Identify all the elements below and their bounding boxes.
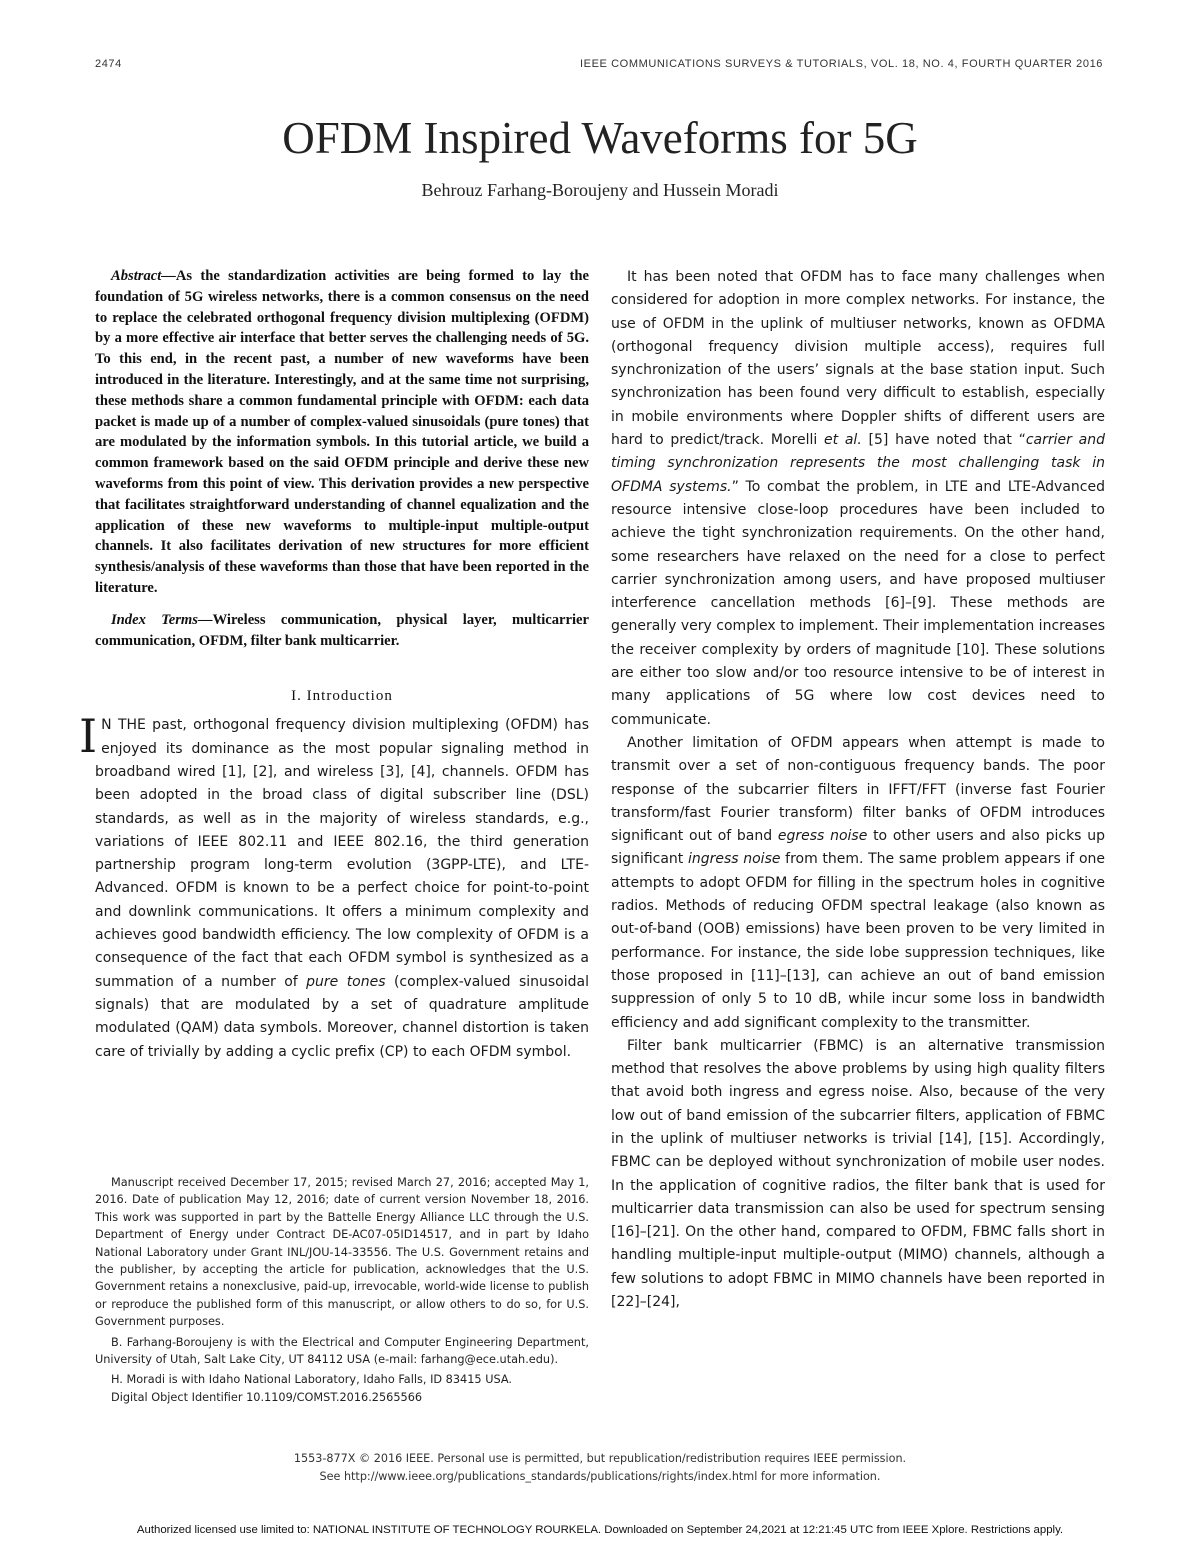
copyright-notice [0,1450,1200,1486]
abstract-label: Abstract— [111,268,176,284]
left-column [79,266,589,1064]
p1-text-a: It has been noted that OFDM has to face many challenges when considered for adoption in more complex networks. For instance, the use of OFDM in the uplink of multiuser networks, known as OFDMA (orthogonal frequency division multiple access), requires full synchronization of the users’ signals at the base station input. Such synchronization has been found very difficult to establish, especially in mobile environments where Doppler shifts of different users are hard to predict/track. Morelli [611,269,1105,449]
p1-emphasis-1: et al. [824,432,862,449]
index-terms-label: Index Terms— [111,611,213,628]
copyright-line-1: 1553-877X © 2016 IEEE. Personal use is permitted, but republication/redistribution requires IEEE permission. [293,1452,907,1465]
p1-text-c: ” To combat the problem, in LTE and LTE-Advanced resource intensive close-loop procedures have been included to achieve the tight synchronization requirements. On the other hand, some researchers have relaxed on the need for a close to perfect carrier synchronization among users, and have proposed multiuser interference cancellation methods [6]–[9]. These methods are generally very complex to implement. Their implementation increases the receiver complexity by orders of magnitude [10]. These solutions are either too slow and/or too resource intensive to be of interest in many applications of 5G where low cost devices need to communicate. [611,478,1105,728]
footnote-manuscript: Manuscript received December 17, 2015; revised March 27, 2016; accepted May 1, 2016. Date of publication May 12, 2016; date of current version November 18, 2016. This work was supported in part by the Battelle Energy Alliance LLC through the U.S. Department of Energy under Contract DE-AC07-05ID14517, and in part by Idaho National Laboratory under Grant INL/JOU-14-33556. The U.S. Government retains and the publisher, by accepting the article for publication, acknowledges that the U.S. Government retains a nonexclusive, paid-up, irrevocable, world-wide license to publish or reproduce the published form of this manuscript, or allow others to do so, for U.S. Government purposes. [95,1176,589,1329]
abstract-text: As the standardization activities are being formed to lay the foundation of 5G wireless networks, there is a common consensus on the need to replace the celebrated orthogonal frequency division multiplexing (OFDM) by a more effective air interface that better serves the challenging needs of 5G. To this end, in the recent past, a number of new waveforms have been introduced in the literature. Interestingly, and at the same time not surprising, these methods share a common fundamental principle with OFDM: each data packet is made up of a number of complex-valued sinusoidals (pure tones) that are modulated by the information symbols. In this tutorial article, we build a common framework based on the said OFDM principle and derive these new waveforms from this point of view. This derivation provides a new perspective that facilitates straightforward understanding of channel equalization and the application of these new waveforms to multiple-input multiple-output channels. It also facilitates derivation of new structures for more efficient synthesis/analysis of these waveforms than those that have been reported in the literature. [95,268,589,596]
intro-text-b: (complex-valued sinusoidal signals) that are modulated by a set of quadrature amplitude modulated (QAM) data symbols. Moreover, channel distortion is taken care of trivially by adding a cyclic prefix (CP) to each OFDM symbol. [95,973,589,1060]
footnote-author-2: H. Moradi is with Idaho National Laboratory, Idaho Falls, ID 83415 USA. [111,1373,512,1387]
p1-emphasis-2: carrier and timing synchronization represents the most challenging task in OFDMA systems. [611,432,1105,495]
abstract [95,266,589,599]
paragraph-1 [611,266,1105,732]
section-title: I. Introduction [291,688,393,705]
right-column [611,266,1105,1314]
page-number: 2474 [95,58,122,70]
intro-emphasis: pure tones [306,973,386,990]
paragraph-3: Filter bank multicarrier (FBMC) is an alternative transmission method that resolves the above problems by using high quality filters that avoid both ingress and egress noise. Also, because of the very low out of band emission of the subcarrier filters, application of FBMC in the uplink of multiuser networks is trivial [14], [15]. Accordingly, FBMC can be deployed without synchronization of mobile user nodes. In the application of cognitive radios, the filter bank that is used for multicarrier data transmission can also be used for spectrum sensing [16]–[21]. On the other hand, compared to OFDM, FBMC falls short in handling multiple-input multiple-output (MIMO) channels, although a few solutions to adopt FBMC in MIMO channels have been reported in [22]–[24], [611,1037,1105,1311]
index-terms [95,610,589,652]
p2-emphasis-1: egress noise [777,828,868,845]
intro-paragraph [79,709,589,1063]
footnote-author-1: B. Farhang-Boroujeny is with the Electrical and Computer Engineering Department, University of Utah, Salt Lake City, UT 84112 USA (e-mail: farhang@ece.utah.edu). [95,1335,589,1367]
p2-text-a: Another limitation of OFDM appears when attempt is made to transmit over a set of non-contiguous frequency bands. The poor response of the subcarrier filters in IFFT/FFT (inverse fast Fourier transform/fast Fourier transform) filter banks of OFDM introduces significant out of band [611,734,1105,845]
p2-text-c: from them. The same problem appears if one attempts to adopt OFDM for filling in the spectrum holes in cognitive radios. Methods of reducing OFDM spectral leakage (also known as out-of-band (OOB) emissions) have been proven to be very limited in performance. For instance, the side lobe suppression techniques, like those proposed in [11]–[13], can achieve an out of band emission suppression of only 5 to 10 dB, while incur some loss in bandwidth efficiency and add significant complexity to the transmitter. [611,851,1105,1031]
footnote-doi: Digital Object Identifier 10.1109/COMST.2016.2565566 [111,1390,423,1404]
paragraph-2 [611,732,1105,1035]
paper-authors: Behrouz Farhang-Boroujeny and Hussein Moradi [421,180,779,200]
p1-text-b: [5] have noted that “ [861,432,1026,449]
journal-header: IEEE COMMUNICATIONS SURVEYS & TUTORIALS, VOL. 18, NO. 4, FOURTH QUARTER 2016 [580,58,1103,70]
footnotes [95,1174,589,1409]
p2-emphasis-2: ingress noise [687,851,781,868]
license-notice: Authorized licensed use limited to: NATIONAL INSTITUTE OF TECHNOLOGY ROURKELA. Downloaded on September 24,2021 at 12:21:45 UTC from IEEE Xplore. Restrictions apply. [136,1524,1064,1536]
drop-cap: I [79,709,98,764]
intro-text-a: N THE past, orthogonal frequency division multiplexing (OFDM) has enjoyed its dominance as the most popular signaling method in broadband wired [1], [2], and wireless [3], [4], channels. OFDM has been adopted in the broad class of digital subscriber line (DSL) standards, as well as in the majority of wireless standards, e.g., variations of IEEE 802.11 and IEEE 802.16, the third generation partnership program long-term evolution (3GPP-LTE), and LTE-Advanced. OFDM is known to be a perfect choice for point-to-point and downlink communications. It offers a minimum complexity and achieves good bandwidth efficiency. The low complexity of OFDM is a consequence of the fact that each OFDM symbol is synthesized as a summation of a number of [95,717,589,990]
p2-text-b: to other users and also picks up significant [611,828,1105,868]
copyright-line-2: See http://www.ieee.org/publications_standards/publications/rights/index.html for more information. [319,1470,881,1483]
paper-title: OFDM Inspired Waveforms for 5G [282,113,918,163]
index-terms-text: Wireless communication, physical layer, multicarrier communication, OFDM, filter bank multicarrier. [95,611,589,649]
